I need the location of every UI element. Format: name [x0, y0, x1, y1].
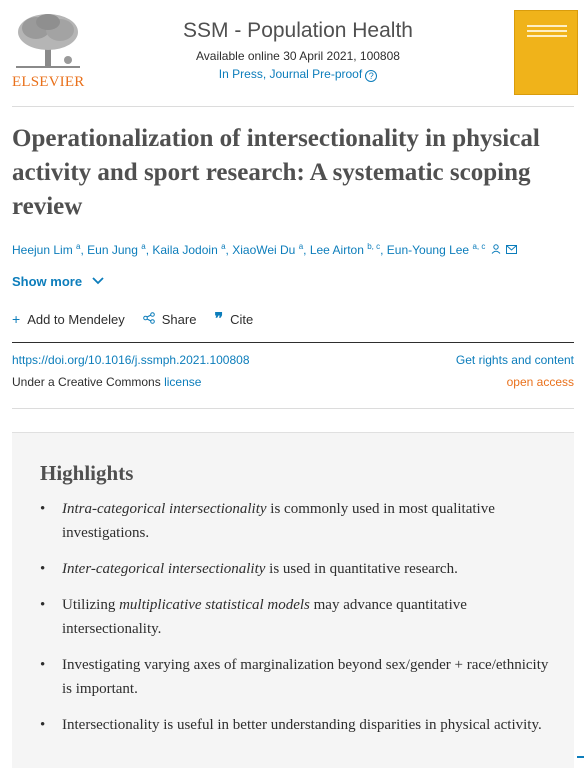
highlights-title: Highlights: [40, 461, 134, 485]
quote-icon: ❞: [214, 311, 224, 328]
author-link[interactable]: Eun Jung $^a$: [87, 242, 146, 257]
highlights-list: [40, 497, 550, 749]
cite-button[interactable]: [214, 309, 253, 329]
article-status: [150, 66, 446, 82]
highlight-item: • Intra-categorical intersectionality is commonly used in most qualitative investigations.: [40, 497, 550, 545]
journal-cover-image[interactable]: [514, 10, 578, 95]
highlights-section: [12, 432, 574, 768]
cover-title-lines: [527, 25, 567, 40]
author-link[interactable]: Lee Airton $^{b, c}$: [309, 242, 381, 257]
share-button[interactable]: [143, 311, 197, 327]
journal-info: [150, 18, 446, 82]
highlight-item: • Intersectionality is useful in better understanding disparities in physical activity.: [40, 713, 550, 737]
chevron-down-icon: [92, 273, 104, 288]
license-text: [12, 375, 201, 389]
add-to-mendeley-button[interactable]: [12, 311, 125, 327]
journal-title[interactable]: SSM - Population Health: [183, 19, 413, 42]
tree-icon: [12, 10, 84, 72]
highlight-item: • Utilizing multiplicative statistical models may advance quantitative intersectionality.: [40, 593, 550, 641]
rights-link[interactable]: Get rights and content: [455, 353, 574, 367]
open-access-badge: open access: [506, 375, 574, 389]
article-actions: [12, 309, 271, 329]
show-more-label: Show more: [12, 274, 83, 289]
license-prefix: Under a Creative Commons: [12, 375, 161, 389]
article-title: Operationalization of intersectionality in physical activity and sport research: A systematic scoping review: [12, 125, 540, 220]
help-icon[interactable]: ?: [365, 70, 377, 82]
highlight-item: • Inter-categorical intersectionality is used in quantitative research.: [40, 557, 550, 581]
availability-date: Available online 30 April 2021, 100808: [196, 49, 400, 63]
elsevier-wordmark: ELSEVIER: [12, 74, 85, 90]
cite-label: Cite: [230, 311, 254, 327]
scroll-indicator: [577, 756, 584, 758]
elsevier-logo[interactable]: [12, 10, 84, 92]
journal-header: [0, 0, 584, 106]
author-link[interactable]: Kaila Jodoin $^a$: [152, 242, 226, 257]
show-more-button[interactable]: [12, 273, 104, 289]
share-icon: [143, 311, 155, 327]
add-to-mendeley-label: Add to Mendeley: [27, 311, 125, 327]
author-list: Heejun Lim $^a$, Eun Jung $^a$, Kaila Jodoin $^a$, XiaoWei Du $^a$, Lee Airton $^{b, c}$, Eun-Young Lee $^{a, c}$: [12, 242, 582, 257]
article-status-label[interactable]: In Press, Journal Pre-proof: [218, 67, 363, 81]
doi-link[interactable]: https://doi.org/10.1016/j.ssmph.2021.100808: [12, 353, 250, 367]
header-divider: [12, 106, 574, 107]
author-link[interactable]: Heejun Lim $^a$: [12, 242, 81, 257]
author-link[interactable]: XiaoWei Du $^a$: [232, 242, 304, 257]
author-link[interactable]: Eun-Young Lee $^{a, c}$: [386, 242, 486, 257]
section-divider: [12, 408, 574, 409]
person-icon[interactable]: [491, 243, 501, 257]
plus-icon: +: [12, 311, 21, 327]
highlight-item: • Investigating varying axes of marginalization beyond sex/gender + race/ethnicity is important.: [40, 653, 550, 701]
doi-divider: [12, 342, 574, 343]
share-label: Share: [161, 311, 197, 327]
license-link[interactable]: license: [164, 375, 202, 389]
email-icon[interactable]: [506, 243, 517, 257]
